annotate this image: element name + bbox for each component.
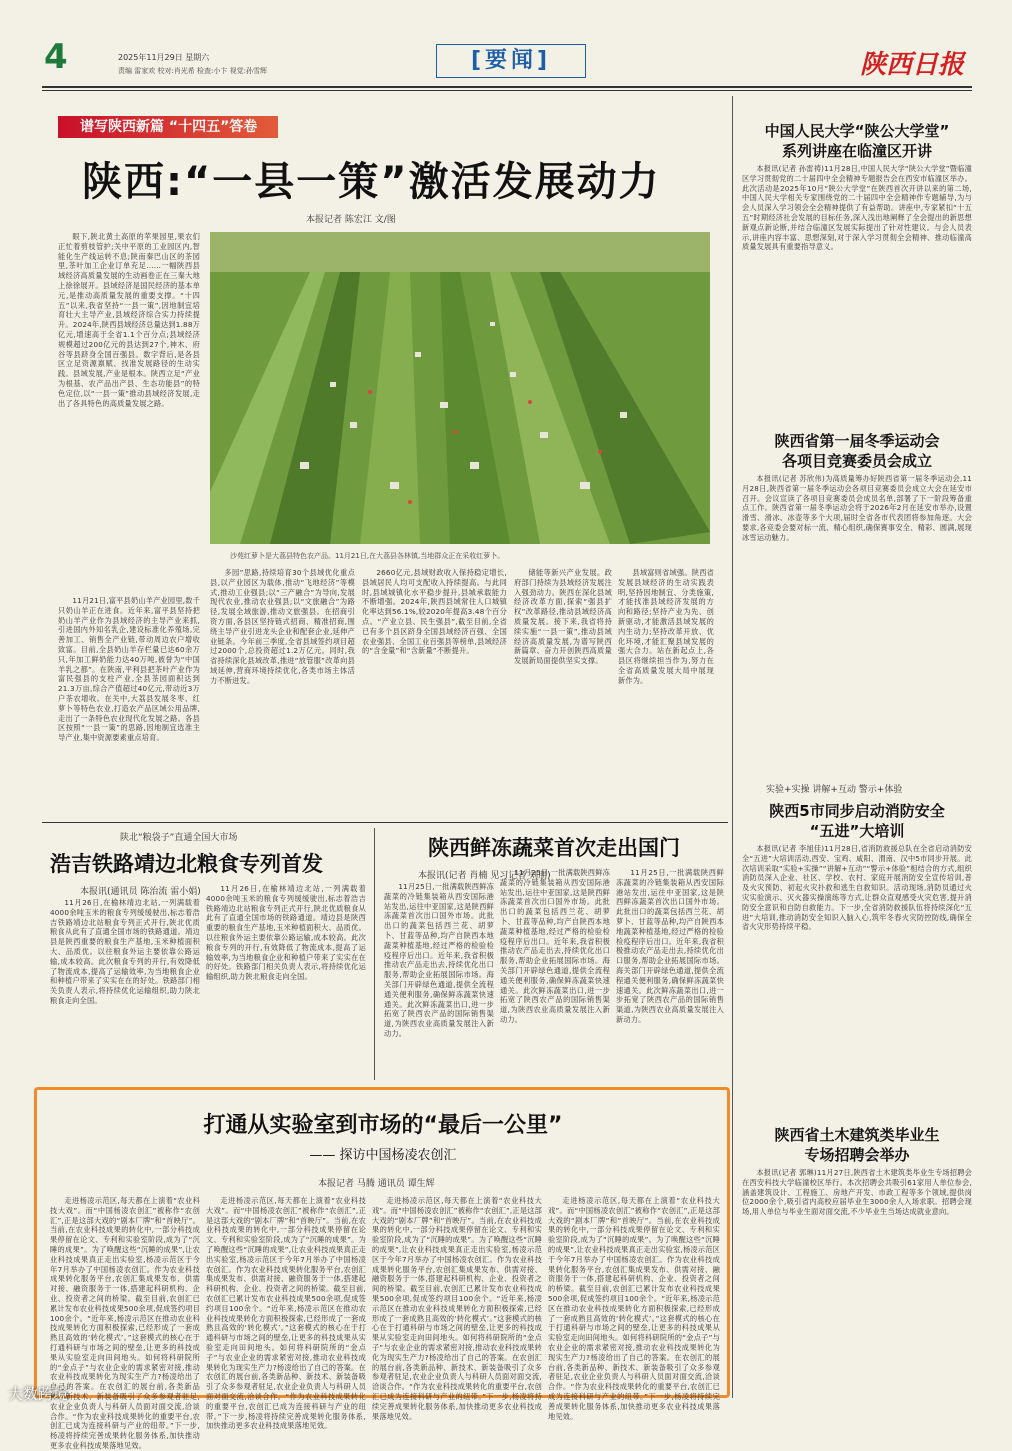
feature-title: 打通从实验室到市场的“最后一公里” (203, 1113, 563, 1138)
article-1-title-line-2: 系列讲座在临潼区开讲 (781, 142, 932, 160)
paragraph: 县域富则省域强。陕西省发展县域经济的生动实践表明,坚持因地制宜、分类施策,才能找准县域经济发展的方向和路径;坚持产业为先、创新驱动,才能激活县域发展的内生动力;坚持改革开放、优化环境,才能汇聚县域发展的强大合力。站在新起点上,各县区将继续担当作为,努力在全省高质量发展大局中展现新作为。 (618, 568, 714, 685)
main-column-1 (58, 232, 200, 592)
article-2-body (742, 474, 972, 774)
feature-column-4 (548, 1196, 720, 1421)
main-column-3 (210, 568, 355, 816)
issue-date: 2025年11月29日 星期六 (118, 53, 210, 62)
header-divider-thin (42, 90, 972, 91)
article-b1-byline: 本报讯(通讯员 陈治流 雷小娟) (80, 887, 201, 897)
article-b1-title: 浩吉铁路靖边北粮食专列首发 (50, 852, 323, 876)
article-b1-body-1 (50, 898, 200, 1078)
article-2-title-line-2: 各项目竞赛委员会成立 (781, 452, 932, 470)
article-1-title-line-1: 中国人民大学“陕公大学堂” (764, 122, 950, 140)
staff-credits: 责编 雷家欢 校对:肖光希 检查:小卞 视觉:孙雪辉 (118, 67, 267, 75)
article-3-title-line-1: 陕西5市同步启动消防安全 (769, 802, 945, 820)
radish-harvest-photo (210, 232, 710, 544)
article-4-body (742, 1168, 972, 1398)
article-3-title-line-2: “五进”大培训 (809, 822, 905, 840)
article-1-body (742, 164, 972, 412)
main-column-4 (362, 568, 507, 816)
feature-column-3 (372, 1196, 542, 1421)
paragraph: 走进杨凌示范区,每天都在上演着“农业科技大戏”。而“中国杨凌农创汇”被称作“农创汇”,正是这部大戏的“剧本厂牌”和“首映厅”。当前,在农业科技成果的转化中,一部分科技成果停留在论文、专利和实验室阶段,成为了“沉睡的成果”。为了唤醒这些“沉睡的成果”,让农业科技成果真正走出实验室,杨凌示范区于今年7月举办了中国杨凌农创汇。作为农业科技成果转化服务平台,农创汇集成果发布、供需对接、融资服务于一体,搭建起科研机构、企业、投资者之间的桥梁。截至目前,农创汇已累计发布农业科技成果500余项,促成签约项目100余个。“近年来,杨凌示范区在推动农业科技成果转化方面积极探索,已经形成了一套成熟且高效的‘转化模式’。”这套模式的核心在于打通科研与市场之间的壁垒,让更多的科技成果从实验室走向田间地头。如何将科研院所的“金点子”与农业企业的需求紧密对接,推动农业科技成果转化为现实生产力?杨凌给出了自己的答案。在农创汇的展台前,各类新品种、新技术、新装备吸引了众多参观者驻足,农业企业负责人与科研人员面对面交流,洽谈合作。“作为农业科技成果转化的重要平台,农创汇已成为连接科研与产业的纽带。”下一步,杨凌将持续完善成果转化服务体系,加快推动更多农业科技成果落地见效。 (206, 1196, 366, 1431)
feature-byline: 本报记者 马腾 通讯员 谭生辉 (318, 1179, 435, 1189)
masthead-logo: 陕西日报 (860, 50, 965, 80)
article-b2-body-3 (616, 868, 724, 1078)
article-b2-byline: 本报讯(记者 肖楠 见习记者 刘朋) (418, 871, 551, 881)
field-photo-illustration (210, 232, 710, 544)
paragraph: 11月21日,富平县奶山羊产业园里,数千只奶山羊正在进食。近年来,富平县坚持把奶山羊产业作为县域经济的主导产业来抓,引进国内外知名乳企,建设标准化养殖场,完善加工、销售全产业链,带动周边农户增收致富。目前,全县奶山羊存栏量已达60余万只,年加工鲜奶能力达40万吨,被誉为“中国羊乳之都”。在陕南,平利县把茶叶产业作为富民强县的支柱产业,全县茶园面积达到21.3万亩,综合产值超过40亿元,带动近3万户茶农增收。在关中,大荔县发展冬枣、红萝卜等特色农业,打造农产品区域公用品牌,走出了一条特色农业现代化发展之路。各县区按照“一县一策”的思路,因地制宜选准主导产业,集中资源要素重点培育。 (58, 596, 200, 743)
paragraph: 本报讯(记者 孙雷祷)11月28日,中国人民大学“陕公大学堂”暨临潼区学习贯彻党的二十届四中全会精神专题报告会在西安市临潼区举办。此次活动是2025年10月“陕公大学堂”在陕西首次开讲以来的第二场,中国人民大学相关专家围绕党的二十届四中全会精神作专题辅导,为与会人员深入学习领会全会精神提供了有益帮助。讲座中,专家紧扣“十五五”时期经济社会发展的目标任务,深入浅出地阐释了全会提出的新思想新观点新论断,并结合临潼区发展实际提出了针对性建议。与会人员表示,讲座内容丰富、思想深刻,对于深入学习贯彻全会精神、推动临潼高质量发展具有重要指导意义。 (742, 164, 972, 252)
article-4-title-line-1: 陕西省土木建筑类毕业生 (774, 1126, 940, 1144)
paragraph: 本报讯(记者 郭琳)11月27日,陕西省土木建筑类毕业生专场招聘会在西安科技大学临潼校区举行。本次招聘会共吸引61家用人单位参会,涵盖建筑设计、工程施工、房地产开发、市政工程等多个领域,提供岗位2000余个,吸引省内高校应届毕业生3000余人入场求职。招聘会现场,用人单位与毕业生面对面交流,不少毕业生当场达成就业意向。 (742, 1168, 972, 1217)
paragraph: 11月25日,一批满载陕西鲜冻蔬菜的冷链集装箱从西安国际港站发出,运往中亚国家,这是陕西鲜冻蔬菜首次出口国外市场。此批出口的蔬菜包括西兰花、胡萝卜、甘蓝等品种,均产自陕西本地蔬菜种植基地,经过严格的检验检疫程序后出口。近年来,我省积极推动农产品走出去,持续优化出口服务,帮助企业拓展国际市场。海关部门开辟绿色通道,提供全流程通关便利服务,确保鲜冻蔬菜快速通关。此次鲜冻蔬菜出口,进一步拓宽了陕西农产品的国际销售渠道,为陕西农业高质量发展注入新动力。 (616, 868, 724, 1024)
main-column-2 (58, 596, 200, 816)
main-headline: 陕西:“一县一策”激活发展动力 (82, 159, 661, 205)
article-b2-body-2 (500, 868, 610, 1078)
series-tag: 谱写陕西新篇 “十四五”答卷 (58, 116, 278, 138)
paragraph: 走进杨凌示范区,每天都在上演着“农业科技大戏”。而“中国杨凌农创汇”被称作“农创汇”,正是这部大戏的“剧本厂牌”和“首映厅”。当前,在农业科技成果的转化中,一部分科技成果停留在论文、专利和实验室阶段,成为了“沉睡的成果”。为了唤醒这些“沉睡的成果”,让农业科技成果真正走出实验室,杨凌示范区于今年7月举办了中国杨凌农创汇。作为农业科技成果转化服务平台,农创汇集成果发布、供需对接、融资服务于一体,搭建起科研机构、企业、投资者之间的桥梁。截至目前,农创汇已累计发布农业科技成果500余项,促成签约项目100余个。“近年来,杨凌示范区在推动农业科技成果转化方面积极探索,已经形成了一套成熟且高效的‘转化模式’。”这套模式的核心在于打通科研与市场之间的壁垒,让更多的科技成果从实验室走向田间地头。如何将科研院所的“金点子”与农业企业的需求紧密对接,推动农业科技成果转化为现实生产力?杨凌给出了自己的答案。在农创汇的展台前,各类新品种、新技术、新装备吸引了众多参观者驻足,农业企业负责人与科研人员面对面交流,洽谈合作。“作为农业科技成果转化的重要平台,农创汇已成为连接科研与产业的纽带。”下一步,杨凌将持续完善成果转化服务体系,加快推动更多农业科技成果落地见效。 (50, 1196, 200, 1450)
feature-subtitle: —— 探访中国杨凌农创汇 (309, 1148, 457, 1163)
main-byline: 本报记者 陈宏江 文/图 (306, 215, 396, 225)
paragraph: 11月26日,在榆林靖边北站,一列满载着4000余吨玉米的粮食专列缓缓驶出,标志着浩吉铁路靖边北站粮食专列正式开行,陕北优质粮食从此有了直通全国市场的铁路通道。靖边县是陕西重要的粮食生产基地,玉米种植面积大、品质优。以往粮食外运主要依靠公路运输,成本较高。此次粮食专列的开行,有效降低了物流成本,提高了运输效率,为当地粮食企业和种植户带来了实实在在的好处。铁路部门相关负责人表示,将持续优化运输组织,助力陕北粮食走向全国。 (206, 884, 366, 982)
paragraph: 11月25日,一批满载陕西鲜冻蔬菜的冷链集装箱从西安国际港站发出,运往中亚国家,这是陕西鲜冻蔬菜首次出口国外市场。此批出口的蔬菜包括西兰花、胡萝卜、甘蓝等品种,均产自陕西本地蔬菜种植基地,经过严格的检验检疫程序后出口。近年来,我省积极推动农产品走出去,持续优化出口服务,帮助企业拓展国际市场。海关部门开辟绿色通道,提供全流程通关便利服务,确保鲜冻蔬菜快速通关。此次鲜冻蔬菜出口,进一步拓宽了陕西农产品的国际销售渠道,为陕西农业高质量发展注入新动力。 (384, 882, 494, 1038)
main-column-5 (514, 568, 612, 816)
paragraph: 2660亿元,县域财政收入保持稳定增长,县域居民人均可支配收入持续提高。与此同时,县域城镇化水平稳步提升,县城承载能力不断增强。2024年,陕西县域常住人口城镇化率达到56.1%,较2020年提高3.48个百分点。“产业立县、民生强县”,截至目前,全省已有多个县区跻身全国县域经济百强、全国农业强县、全国工业百强县等榜单,县域经济的“含金量”和“含新量”不断提升。 (362, 568, 507, 656)
article-4-title-line-2: 专场招聘会举办 (804, 1146, 910, 1164)
feature-column-1 (50, 1196, 200, 1450)
paragraph: 本报讯(记者 苏欣伟)为高质量筹办好陕西省第一届冬季运动会,11月28日,陕西省第一届冬季运动会各项目竞赛委员会成立大会在延安市召开。会议宣读了各项目竞赛委员会成员名单,部署了下一阶段筹备重点工作。陕西省第一届冬季运动会将于2026年2月在延安市举办,设置滑雪、滑冰、冰壶等多个大项,届时全省各市代表团将参加角逐。大会要求,各竞委会要对标一流、精心组织,确保赛事安全、精彩、圆满,展现冰雪运动魅力。 (742, 474, 972, 542)
article-2-title-line-1: 陕西省第一届冬季运动会 (774, 432, 940, 450)
watermark-logo: 大数跨境 (8, 1385, 69, 1403)
section-label: [要闻] (436, 44, 586, 78)
article-b2-body-1 (384, 882, 494, 1078)
paragraph: 储能等新兴产业发展。政府部门持续为县域经济发展注入强劲动力。陕西在深化县域经济改革方面,探索“强县扩权”改革路径,推动县域经济高质量发展。接下来,我省将持续实施“一县一策”,推动县域经济高质量发展,为谱写陕西新篇章、奋力开创陕西高质量发展新局面提供坚实支撑。 (514, 568, 612, 666)
article-b2-title: 陕西鲜冻蔬菜首次走出国门 (428, 836, 680, 860)
article-b1-body-2 (206, 884, 366, 1078)
paragraph: 走进杨凌示范区,每天都在上演着“农业科技大戏”。而“中国杨凌农创汇”被称作“农创汇”,正是这部大戏的“剧本厂牌”和“首映厅”。当前,在农业科技成果的转化中,一部分科技成果停留在论文、专利和实验室阶段,成为了“沉睡的成果”。为了唤醒这些“沉睡的成果”,让农业科技成果真正走出实验室,杨凌示范区于今年7月举办了中国杨凌农创汇。作为农业科技成果转化服务平台,农创汇集成果发布、供需对接、融资服务于一体,搭建起科研机构、企业、投资者之间的桥梁。截至目前,农创汇已累计发布农业科技成果500余项,促成签约项目100余个。“近年来,杨凌示范区在推动农业科技成果转化方面积极探索,已经形成了一套成熟且高效的‘转化模式’。”这套模式的核心在于打通科研与市场之间的壁垒,让更多的科技成果从实验室走向田间地头。如何将科研院所的“金点子”与农业企业的需求紧密对接,推动农业科技成果转化为现实生产力?杨凌给出了自己的答案。在农创汇的展台前,各类新品种、新技术、新装备吸引了众多参观者驻足,农业企业负责人与科研人员面对面交流,洽谈合作。“作为农业科技成果转化的重要平台,农创汇已成为连接科研与产业的纽带。”下一步,杨凌将持续完善成果转化服务体系,加快推动更多农业科技成果落地见效。 (548, 1196, 720, 1421)
paragraph: 11月25日,一批满载陕西鲜冻蔬菜的冷链集装箱从西安国际港站发出,运往中亚国家,这是陕西鲜冻蔬菜首次出口国外市场。此批出口的蔬菜包括西兰花、胡萝卜、甘蓝等品种,均产自陕西本地蔬菜种植基地,经过严格的检验检疫程序后出口。近年来,我省积极推动农产品走出去,持续优化出口服务,帮助企业拓展国际市场。海关部门开辟绿色通道,提供全流程通关便利服务,确保鲜冻蔬菜快速通关。此次鲜冻蔬菜出口,进一步拓宽了陕西农产品的国际销售渠道,为陕西农业高质量发展注入新动力。 (500, 868, 610, 1024)
header-divider (42, 86, 972, 88)
paragraph: 走进杨凌示范区,每天都在上演着“农业科技大戏”。而“中国杨凌农创汇”被称作“农创汇”,正是这部大戏的“剧本厂牌”和“首映厅”。当前,在农业科技成果的转化中,一部分科技成果停留在论文、专利和实验室阶段,成为了“沉睡的成果”。为了唤醒这些“沉睡的成果”,让农业科技成果真正走出实验室,杨凌示范区于今年7月举办了中国杨凌农创汇。作为农业科技成果转化服务平台,农创汇集成果发布、供需对接、融资服务于一体,搭建起科研机构、企业、投资者之间的桥梁。截至目前,农创汇已累计发布农业科技成果500余项,促成签约项目100余个。“近年来,杨凌示范区在推动农业科技成果转化方面积极探索,已经形成了一套成熟且高效的‘转化模式’。”这套模式的核心在于打通科研与市场之间的壁垒,让更多的科技成果从实验室走向田间地头。如何将科研院所的“金点子”与农业企业的需求紧密对接,推动农业科技成果转化为现实生产力?杨凌给出了自己的答案。在农创汇的展台前,各类新品种、新技术、新装备吸引了众多参观者驻足,农业企业负责人与科研人员面对面交流,洽谈合作。“作为农业科技成果转化的重要平台,农创汇已成为连接科研与产业的纽带。”下一步,杨凌将持续完善成果转化服务体系,加快推动更多农业科技成果落地见效。 (372, 1196, 542, 1421)
article-b1-kicker: 陕北“粮袋子”直通全国大市场 (120, 833, 238, 843)
section-divider (42, 822, 728, 823)
column-divider (732, 96, 733, 1398)
paragraph: 眼下,陕北黄土高原的苹果园里,果农们正忙着剪枝管护;关中平原的工业园区内,智能化生产线运转不息;陕南秦巴山区的茶园里,茶叶加工企业订单充足……一幅陕西县域经济高质量发展的生动画卷正在三秦大地上徐徐展开。县域经济是国民经济的基本单元,是推动高质量发展的重要支撑。“十四五”以来,我省坚持“一县一策”,因地制宜培育壮大主导产业,县域经济综合实力持续提升。2024年,陕西县域经济总量达到1.88万亿元,增速高于全省1.1个百分点;县域经济规模超过200亿元的县达到27个,神木、府谷等县跻身全国百强县。数字背后,是各县区立足资源禀赋、找准发展路径的生动实践。县域发展,产业是根本。陕西立足“产业为根基、农产品出产县、生态功能县”的特色定位,以“一县一策”推动县域经济发展,走出了各具特色的高质量发展之路。 (58, 232, 200, 408)
feature-column-2 (206, 1196, 366, 1431)
paragraph: 多园”思路,持续培育30个县域优化重点县,以产业园区为载体,推动“飞地经济”等模式,推动工业强县;以“三产融合”为导向,发展现代农业,推动农业强县;以“文旅融合”为路径,发展全域旅游,推动文旅强县。在招商引资方面,各县区坚持链式招商、精准招商,围绕主导产业引进龙头企业和配套企业,延伸产业链条。今年前三季度,全省县域签约项目超过2000个,总投资超过1.2万亿元。同时,我省持续深化县域改革,推进“放管服”改革向县域延伸,营商环境持续优化,各类市场主体活力不断迸发。 (210, 568, 355, 685)
paragraph: 本报讯(记者 李旭佳)11月28日,省消防救援总队在全省启动消防安全“五进”大培训活动,西安、宝鸡、咸阳、渭南、汉中5市同步开展。此次培训采取“实验+实操”“讲解+互动”“警示+体验”相结合的方式,组织消防员深入企业、社区、学校、农村、家庭开展消防安全宣传培训,普及火灾预防、初起火灾扑救和逃生自救知识。活动现场,消防员通过火灾实验演示、灭火器实操演练等方式,让群众直观感受火灾危害,提升消防安全意识和自防自救能力。下一步,全省消防救援队伍将持续深化“五进”大培训,推动消防安全知识入脑入心,筑牢冬春火灾防控防线,确保全省火灾形势持续平稳。 (742, 844, 972, 932)
main-column-6 (618, 568, 714, 816)
article-3-body (742, 844, 972, 1114)
article-3-kicker: 实验+实操 讲解+互动 警示+体验 (766, 785, 903, 795)
column-divider (374, 828, 375, 1080)
photo-caption: 沙苑红萝卜是大荔县特色农产品。11月21日,在大荔县各林镇,当地群众正在采收红萝卜。 (230, 552, 505, 560)
page-number: 4 (44, 37, 68, 77)
paragraph: 11月26日,在榆林靖边北站,一列满载着4000余吨玉米的粮食专列缓缓驶出,标志着浩吉铁路靖边北站粮食专列正式开行,陕北优质粮食从此有了直通全国市场的铁路通道。靖边县是陕西重要的粮食生产基地,玉米种植面积大、品质优。以往粮食外运主要依靠公路运输,成本较高。此次粮食专列的开行,有效降低了物流成本,提高了运输效率,为当地粮食企业和种植户带来了实实在在的好处。铁路部门相关负责人表示,将持续优化运输组织,助力陕北粮食走向全国。 (50, 898, 200, 1005)
